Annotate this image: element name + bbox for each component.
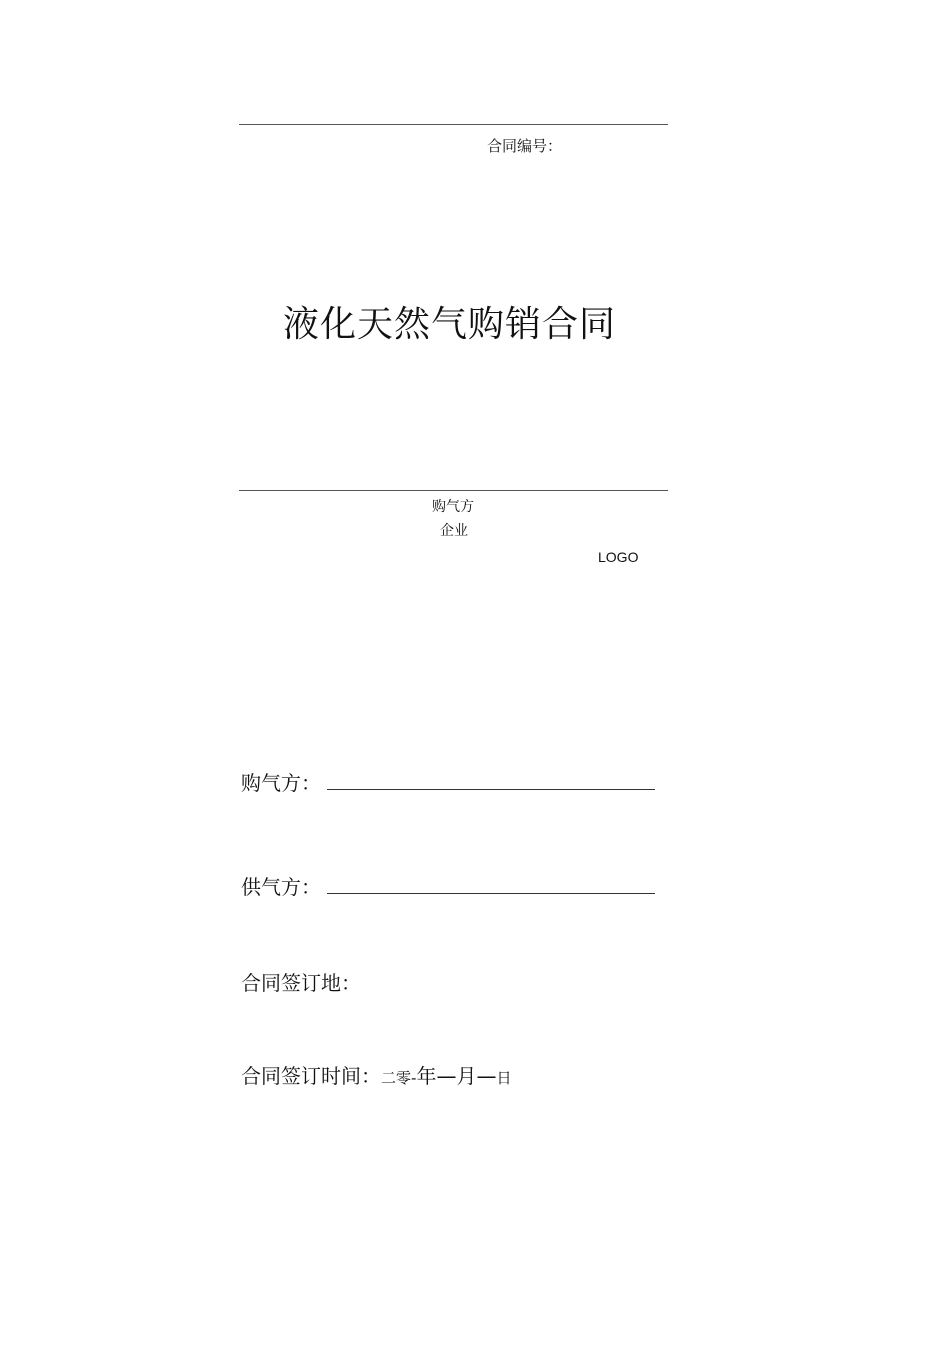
- document-title: 液化天然气购销合同: [283, 304, 617, 345]
- date-day-blank: —: [476, 1064, 497, 1088]
- date-prefix: 二零: [381, 1069, 412, 1087]
- buyer-party-caption: 购气方: [432, 499, 474, 515]
- buyer-label: 购气方：: [241, 771, 321, 795]
- date-month-blank: —: [436, 1064, 457, 1088]
- signing-place-row: [241, 967, 361, 996]
- date-dash: -: [411, 1069, 417, 1087]
- contract-number-label: 合同编号：: [487, 137, 563, 155]
- date-month: 月: [456, 1064, 477, 1088]
- supplier-label: 供气方：: [241, 875, 321, 899]
- top-rule: [239, 124, 668, 125]
- buyer-field-row: [241, 767, 655, 796]
- date-day: 日: [496, 1069, 512, 1087]
- buyer-blank-line[interactable]: [327, 771, 655, 790]
- signing-place-label: 合同签订地：: [241, 971, 361, 995]
- logo-placeholder: LOGO: [598, 549, 639, 565]
- signing-time-label: 合同签订时间：: [241, 1064, 381, 1088]
- supplier-field-row: [241, 871, 655, 900]
- supplier-blank-line[interactable]: [327, 875, 655, 894]
- company-caption: 企业: [440, 523, 468, 539]
- middle-rule: [239, 490, 668, 491]
- date-year: 年: [416, 1064, 437, 1088]
- signing-time-row: [241, 1060, 511, 1089]
